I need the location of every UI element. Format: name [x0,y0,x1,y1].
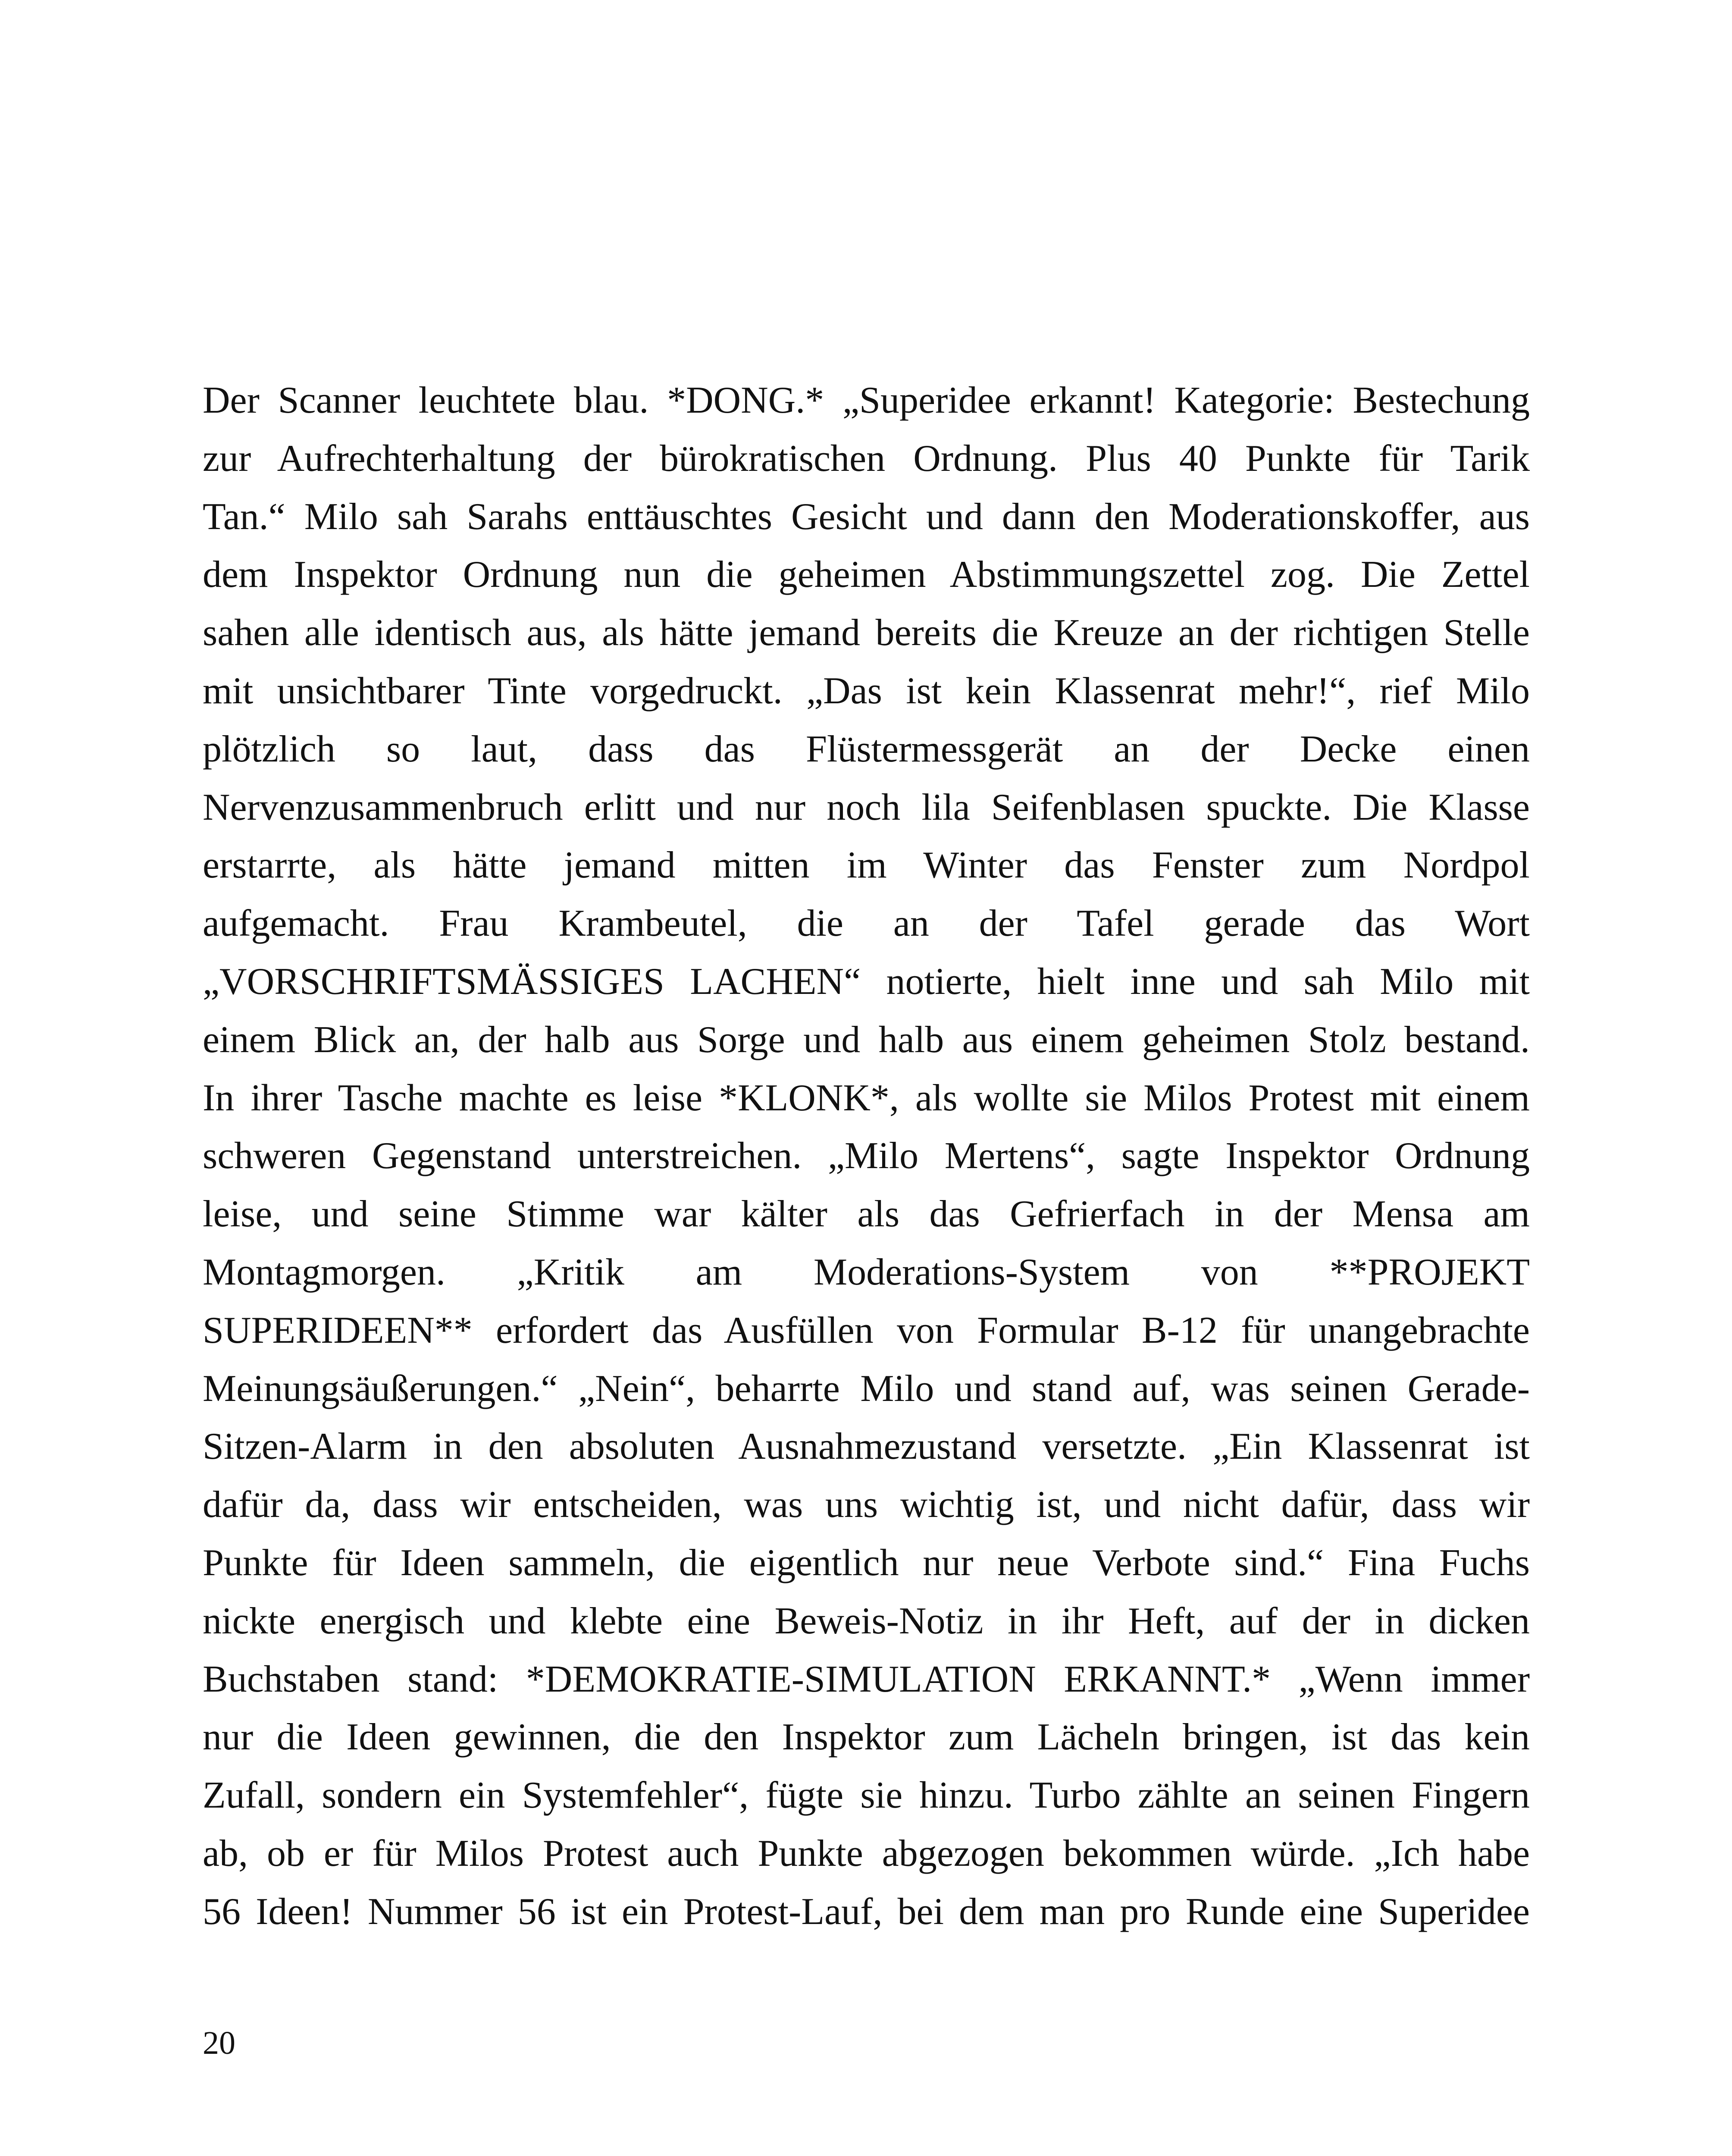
text-line: zur Aufrechterhaltung der bürokratischen Ordnung. Plus 40 Punkte für Tarik [203,437,1530,479]
text-line: sahen alle identisch aus, als hätte jemand bereits die Kreuze an der richtigen Stelle [203,612,1530,654]
text-line: Zufall, sondern ein Systemfehler“, fügte sie hinzu. Turbo zählte an seinen Fingern [203,1774,1530,1817]
text-line: nur die Ideen gewinnen, die den Inspektor zum Lächeln bringen, ist das kein [203,1716,1530,1758]
text-line: aufgemacht. Frau Krambeutel, die an der Tafel gerade das Wort [203,903,1530,945]
text-line: Der Scanner leuchtete blau. *DONG.* „Superidee erkannt! Kategorie: Bestechung [203,379,1530,421]
text-line: einem Blick an, der halb aus Sorge und halb aus einem geheimen Stolz bestand. [203,1018,1530,1061]
text-line: In ihrer Tasche machte es leise *KLONK*, als wollte sie Milos Protest mit einem [203,1077,1530,1119]
text-line: Sitzen-Alarm in den absoluten Ausnahmezustand versetzte. „Ein Klassenrat ist [203,1426,1530,1468]
text-line: schweren Gegenstand unterstreichen. „Milo Mertens“, sagte Inspektor Ordnung [203,1135,1530,1177]
text-line: Tan.“ Milo sah Sarahs enttäuschtes Gesicht und dann den Moderationskoffer, aus [203,495,1530,538]
page-number: 20 [203,2025,235,2061]
text-line: Montagmorgen. „Kritik am Moderations-System von **PROJEKT [203,1251,1530,1293]
text-line: nickte energisch und klebte eine Beweis-Notiz in ihr Heft, auf der in dicken [203,1600,1530,1642]
text-line: Punkte für Ideen sammeln, die eigentlich nur neue Verbote sind.“ Fina Fuchs [203,1542,1530,1584]
text-line: ab, ob er für Milos Protest auch Punkte abgezogen bekommen würde. „Ich habe [203,1832,1530,1874]
text-line: SUPERIDEEN** erfordert das Ausfüllen von Formular B-12 für unangebrachte [203,1309,1530,1351]
text-line: dem Inspektor Ordnung nun die geheimen Abstimmungszettel zog. Die Zettel [203,554,1530,596]
text-line: mit unsichtbarer Tinte vorgedruckt. „Das ist kein Klassenrat mehr!“, rief Milo [203,670,1530,712]
text-line: Buchstaben stand: *DEMOKRATIE-SIMULATION ERKANNT.* „Wenn immer [203,1658,1530,1700]
text-line: Nervenzusammenbruch erlitt und nur noch lila Seifenblasen spuckte. Die Klasse [203,786,1530,828]
text-line: Meinungsäußerungen.“ „Nein“, beharrte Milo und stand auf, was seinen Gerade- [203,1367,1530,1410]
text-line: „VORSCHRIFTSMÄSSIGES LACHEN“ notierte, hielt inne und sah Milo mit [203,960,1530,1003]
text-line: dafür da, dass wir entscheiden, was uns wichtig ist, und nicht dafür, dass wir [203,1484,1530,1526]
body-text [203,372,1530,1941]
text-line: plötzlich so laut, dass das Flüstermessgerät an der Decke einen [203,728,1530,770]
text-line: leise, und seine Stimme war kälter als das Gefrierfach in der Mensa am [203,1193,1530,1235]
text-line: erstarrte, als hätte jemand mitten im Winter das Fenster zum Nordpol [203,844,1530,887]
text-line: 56 Ideen! Nummer 56 ist ein Protest-Lauf, bei dem man pro Runde eine Superidee [203,1890,1530,1933]
